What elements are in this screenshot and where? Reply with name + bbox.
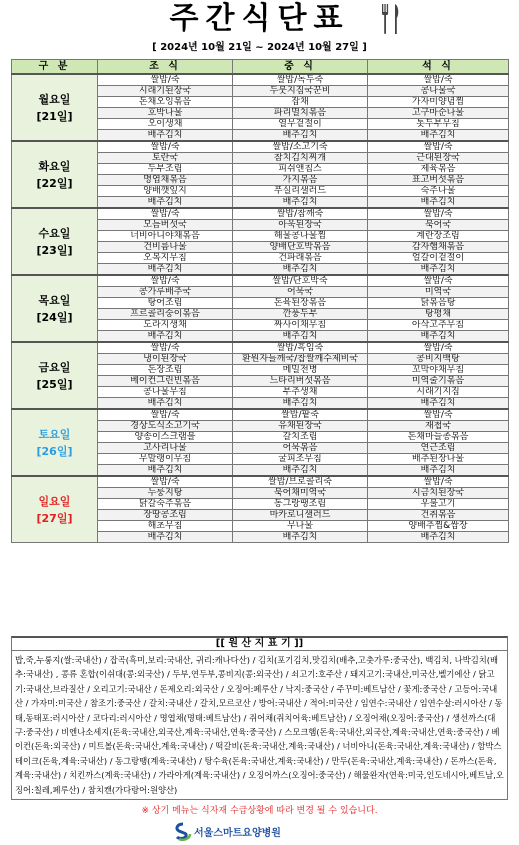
dinner-dish: 연근조림 — [368, 443, 509, 454]
day-name: 토요일 — [38, 427, 71, 441]
breakfast-dish: 배추김치 — [98, 130, 233, 142]
lunch-dish: 쌀밥/녹두죽 — [233, 74, 368, 86]
breakfast-dish: 배추김치 — [98, 331, 233, 343]
dinner-dish: 양배추찜&쌈장 — [368, 521, 509, 532]
day-date: [22일] — [36, 176, 73, 190]
lunch-dish: 깐풍두부 — [233, 309, 368, 320]
lunch-dish: 열무겉절이 — [233, 119, 368, 130]
table-row — [12, 208, 509, 220]
breakfast-dish: 쌀밥/죽 — [98, 208, 233, 220]
cutlery-icon — [380, 2, 402, 36]
lunch-dish: 피쉬앤칩스 — [233, 164, 368, 175]
dinner-dish: 톳두부무침 — [368, 119, 509, 130]
lunch-dish: 짜사이채무침 — [233, 320, 368, 331]
dinner-dish: 배추김치 — [368, 532, 509, 543]
breakfast-dish: 쌀밥/죽 — [98, 476, 233, 488]
day-label-cell — [12, 74, 98, 141]
lunch-dish: 쌀밥/단호박죽 — [233, 275, 368, 287]
breakfast-dish: 냉이된장국 — [98, 354, 233, 365]
day-date: [25일] — [36, 377, 73, 391]
dinner-dish: 꼬막야채무침 — [368, 365, 509, 376]
table-row — [12, 74, 509, 86]
origin-section — [11, 636, 508, 800]
breakfast-dish: 시래기된장국 — [98, 86, 233, 97]
day-label-cell — [12, 208, 98, 275]
day-name: 화요일 — [38, 159, 71, 173]
lunch-dish: 아욱된장국 — [233, 220, 368, 231]
breakfast-dish: 누룽지탕 — [98, 488, 233, 499]
dinner-dish: 계란장조림 — [368, 231, 509, 242]
lunch-dish: 배추김치 — [233, 398, 368, 410]
dinner-dish: 얼갈이겉절이 — [368, 253, 509, 264]
breakfast-dish: 해초무침 — [98, 521, 233, 532]
table-row — [12, 476, 509, 488]
lunch-dish: 푸실리샐러드 — [233, 186, 368, 197]
breakfast-dish: 배추김치 — [98, 264, 233, 276]
column-header: 구 분 — [12, 60, 98, 75]
column-header: 조 식 — [98, 60, 233, 75]
lunch-dish: 배추김치 — [233, 465, 368, 477]
lunch-dish: 쌀밥/브로콜리죽 — [233, 476, 368, 488]
lunch-dish: 쌀밥/소고기죽 — [233, 141, 368, 153]
breakfast-dish: 쌀밥/죽 — [98, 74, 233, 86]
page-title: 주간식단표 — [169, 1, 350, 36]
dinner-dish: 콩나물국 — [368, 86, 509, 97]
menu-body — [12, 74, 509, 543]
breakfast-dish: 쌀밥/죽 — [98, 141, 233, 153]
dinner-dish: 돈채마늘종볶음 — [368, 432, 509, 443]
lunch-dish: 가지볶음 — [233, 175, 368, 186]
breakfast-dish: 양배깻잎지 — [98, 186, 233, 197]
dinner-dish: 쌀밥/죽 — [368, 74, 509, 86]
breakfast-dish: 돈채오잉볶음 — [98, 97, 233, 108]
breakfast-dish: 명엽채볶음 — [98, 175, 233, 186]
dinner-dish: 쌀밥/죽 — [368, 208, 509, 220]
day-label-cell — [12, 141, 98, 208]
dinner-dish: 표고버섯볶음 — [368, 175, 509, 186]
day-label-cell — [12, 476, 98, 543]
dinner-dish: 쌀밥/죽 — [368, 275, 509, 287]
breakfast-dish: 돈장조림 — [98, 365, 233, 376]
dinner-dish: 쌀밥/죽 — [368, 141, 509, 153]
day-date: [21일] — [36, 109, 73, 123]
lunch-dish: 배추김치 — [233, 331, 368, 343]
day-name: 일요일 — [38, 494, 71, 508]
breakfast-dish: 건비름나물 — [98, 242, 233, 253]
lunch-dish: 두붓지짐국꾼비 — [233, 86, 368, 97]
dinner-dish: 우불고기 — [368, 499, 509, 510]
table-header-row — [12, 60, 509, 75]
column-header: 석 식 — [368, 60, 509, 75]
day-label-cell — [12, 275, 98, 342]
breakfast-dish: 쌀밥/죽 — [98, 275, 233, 287]
day-name: 월요일 — [38, 92, 71, 106]
breakfast-dish: 모듬버섯국 — [98, 220, 233, 231]
breakfast-dish: 너비아니야채볶음 — [98, 231, 233, 242]
dinner-dish: 쌀밥/죽 — [368, 476, 509, 488]
weekly-menu-table — [11, 59, 509, 543]
dinner-dish: 쌀밥/죽 — [368, 342, 509, 354]
dinner-dish: 근대된장국 — [368, 153, 509, 164]
breakfast-dish: 콩나물무침 — [98, 387, 233, 398]
breakfast-dish: 쌀밥/죽 — [98, 409, 233, 421]
day-label-cell — [12, 342, 98, 409]
table-row — [12, 342, 509, 354]
breakfast-dish: 닭갈숙주볶음 — [98, 499, 233, 510]
day-name: 목요일 — [38, 293, 71, 307]
hospital-logo-icon — [173, 822, 193, 842]
lunch-dish: 배추김치 — [233, 532, 368, 543]
dinner-dish: 건취볶음 — [368, 510, 509, 521]
breakfast-dish: 두부조림 — [98, 164, 233, 175]
breakfast-dish: 콩가루배추국 — [98, 287, 233, 298]
lunch-dish: 해물콩나물찜 — [233, 231, 368, 242]
lunch-dish: 동그랑땡조림 — [233, 499, 368, 510]
dinner-dish: 감자햄채볶음 — [368, 242, 509, 253]
lunch-dish: 북어채미역국 — [233, 488, 368, 499]
lunch-dish: 굴피조무침 — [233, 454, 368, 465]
lunch-dish: 유채된장국 — [233, 421, 368, 432]
day-label-cell — [12, 409, 98, 476]
dinner-dish: 쌀밥/죽 — [368, 409, 509, 421]
dinner-dish: 탕평채 — [368, 309, 509, 320]
column-header: 중 식 — [233, 60, 368, 75]
breakfast-dish: 오이생채 — [98, 119, 233, 130]
lunch-dish: 갈치조림 — [233, 432, 368, 443]
lunch-dish: 파리멸치볶음 — [233, 108, 368, 119]
lunch-dish: 잡채 — [233, 97, 368, 108]
day-name: 수요일 — [38, 226, 71, 240]
breakfast-dish: 토란국 — [98, 153, 233, 164]
lunch-dish: 돈육된장볶음 — [233, 298, 368, 309]
lunch-dish: 배추김치 — [233, 197, 368, 209]
lunch-dish: 쌀밥/흑임죽 — [233, 342, 368, 354]
dinner-dish: 배추김치 — [368, 264, 509, 276]
lunch-dish: 마카로니샐러드 — [233, 510, 368, 521]
day-date: [24일] — [36, 310, 73, 324]
dinner-dish: 시금치된장국 — [368, 488, 509, 499]
hospital-name: 서울스마트요양병원 — [194, 828, 281, 839]
dinner-dish: 배추된장나물 — [368, 454, 509, 465]
dinner-dish: 제육볶음 — [368, 164, 509, 175]
lunch-dish: 느타리버섯볶음 — [233, 376, 368, 387]
day-name: 금요일 — [38, 360, 71, 374]
day-date: [23일] — [36, 243, 73, 257]
table-row — [12, 141, 509, 153]
dinner-dish: 닭볶음탕 — [368, 298, 509, 309]
breakfast-dish: 장땅콩조림 — [98, 510, 233, 521]
breakfast-dish: 도라지생채 — [98, 320, 233, 331]
breakfast-dish: 배추김치 — [98, 465, 233, 477]
lunch-dish: 배추김치 — [233, 264, 368, 276]
table-row — [12, 409, 509, 421]
lunch-dish: 양배단호박볶음 — [233, 242, 368, 253]
breakfast-dish: 배추김치 — [98, 532, 233, 543]
lunch-dish: 메밀전병 — [233, 365, 368, 376]
breakfast-dish: 오복지무침 — [98, 253, 233, 264]
breakfast-dish: 쌀밥/죽 — [98, 342, 233, 354]
dinner-dish: 배추김치 — [368, 398, 509, 410]
origin-header: [[ 원 산 지 표 기 ]] — [11, 636, 508, 651]
dinner-dish: 배추김치 — [368, 197, 509, 209]
lunch-dish: 배추김치 — [233, 130, 368, 142]
dinner-dish: 아삭고추무침 — [368, 320, 509, 331]
dinner-dish: 북어국 — [368, 220, 509, 231]
breakfast-dish: 프르콜리숭이볶음 — [98, 309, 233, 320]
breakfast-dish: 양송이스크램블 — [98, 432, 233, 443]
breakfast-dish: 탕어조림 — [98, 298, 233, 309]
breakfast-dish: 무말랭이무침 — [98, 454, 233, 465]
title-area — [0, 0, 519, 53]
date-range: [ 2024년 10월 21일 ~ 2024년 10월 27일 ] — [152, 42, 367, 53]
breakfast-dish: 고사리나물 — [98, 443, 233, 454]
table-row — [12, 275, 509, 287]
lunch-dish: 환원자들깨국/찹쌀깨수제비국 — [233, 354, 368, 365]
change-notice: ※ 상기 메뉴는 식자재 수급상황에 따라 변경 될 수 있습니다. — [141, 806, 378, 816]
dinner-dish: 배추김치 — [368, 130, 509, 142]
dinner-dish: 가자미양념찜 — [368, 97, 509, 108]
breakfast-dish: 경상도식소고기국 — [98, 421, 233, 432]
day-date: [27일] — [36, 511, 73, 525]
lunch-dish: 부추생채 — [233, 387, 368, 398]
lunch-dish: 어묵국 — [233, 287, 368, 298]
lunch-dish: 쌀밥/참깨죽 — [233, 208, 368, 220]
dinner-dish: 미역국 — [368, 287, 509, 298]
lunch-dish: 무나물 — [233, 521, 368, 532]
dinner-dish: 미역줄기볶음 — [368, 376, 509, 387]
dinner-dish: 콩비지백탕 — [368, 354, 509, 365]
breakfast-dish: 호박나물 — [98, 108, 233, 119]
dinner-dish: 배추김치 — [368, 331, 509, 343]
origin-text: 밥,죽,누룽지(쌀:국내산) / 잡곡(흑미,보리:국내산, 귀리:캐나다산) / 김치(포기김치,맛김치(배추,고춧가루:중국산), 백김치, 나박김치(배추:국내산) , 콩류 혼합(이쉬대(콩:외국산) / 두부,연두부,콩비지(콩:외국산) / 쇠고기:호주산 / 돼지고기:국내산,미국산,벨기에산 / 닭고기:국내산,브라질산 / 오리고기:국내산 / 돈제오리:외국산 / 오징어:페루산 / 낙지:중국산 / 주꾸미:베트남산 / 꽃게:중국산 / 고등어:국내산 / 가자미:미국산 / 참조기:중국산 / 갈치:국내산 / 갈치,모르코산 / 방어:국내산 / 적어:미국산 / 임연수:국내산 / 임연수살:러시아산 / 동태,동태포:러시아산 / 코다리:러시아산 / 명엽채(명태:베트남산) / 쥐어채(쥐치어육:베트남산) / 오징어채(오징어:중국산) / 생선까스(대구:중국산) / 비엔나소세지(돈육:국내산,외국산,계육:국내산,연육:중국산) / 스모크햄(돈육:국내산,외국산,계육:국내산,연육:중국산) / 베이컨(돈육:외국산) / 미트볼(돈육:국내산,계육:국내산) / 떡갈비(돈육:국내산,계육:국내산) / 너비아니(돈육:국내산,계육:국내산) / 함박스테이크(돈육,계육:국내산) / 동그랑땡(계육:국내산) / 탕수육(돈육:국내산,계육:국내산) / 만두(돈육:국내산,계육:국내산) / 돈까스(돈육,계육:국내산) / 치킨까스(계육:국내산) / 가라아게(계육:국내산) / 오징어까스(오징어:중국산) / 해물완자(연육:미국,인도네시아,베트남,오징어:칠레,페루산) / 참치캔(가다랑어:원양산) — [11, 651, 508, 800]
lunch-dish: 쌀밥/팥죽 — [233, 409, 368, 421]
day-date: [26일] — [36, 444, 73, 458]
breakfast-dish: 배추김치 — [98, 197, 233, 209]
breakfast-dish: 베이컨그린빈볶음 — [98, 376, 233, 387]
breakfast-dish: 배추김치 — [98, 398, 233, 410]
dinner-dish: 배추김치 — [368, 465, 509, 477]
dinner-dish: 시래기지짐 — [368, 387, 509, 398]
lunch-dish: 어묵볶음 — [233, 443, 368, 454]
dinner-dish: 고구마순나물 — [368, 108, 509, 119]
dinner-dish: 재첩국 — [368, 421, 509, 432]
dinner-dish: 숙주나물 — [368, 186, 509, 197]
lunch-dish: 건파래볶음 — [233, 253, 368, 264]
lunch-dish: 참치김치찌개 — [233, 153, 368, 164]
